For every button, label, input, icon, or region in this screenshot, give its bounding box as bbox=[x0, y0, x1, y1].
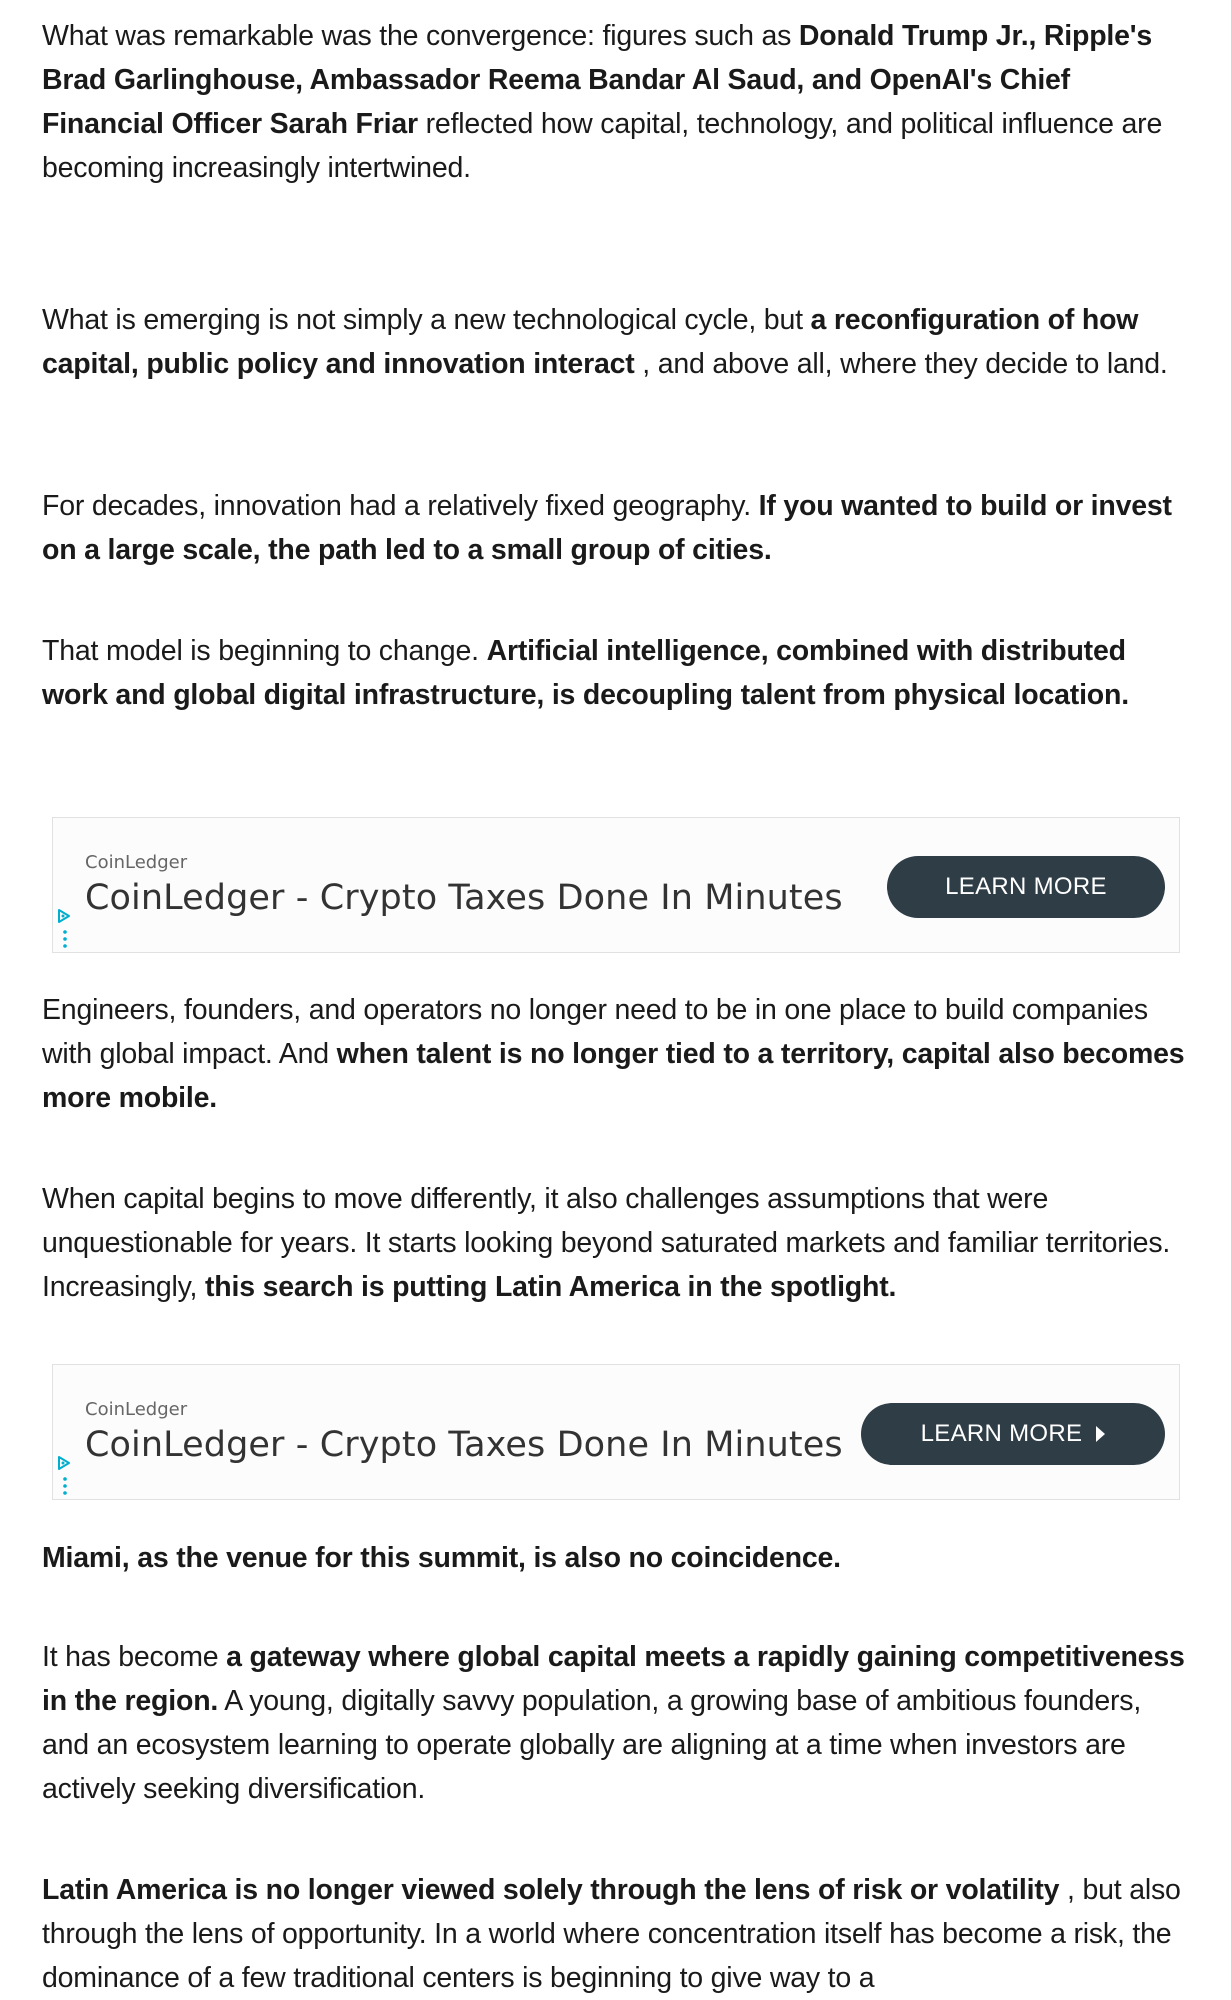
ad-headline-link[interactable]: CoinLedger - Crypto Taxes Done In Minutes bbox=[85, 1425, 843, 1465]
paragraph-bold-text: Miami, as the venue for this summit, is also no coincidence. bbox=[42, 1542, 841, 1574]
paragraph-capital-movement bbox=[42, 1177, 1192, 1309]
paragraph-text: reflected how capital, technology, and political influence are becoming increasingly intertwined. bbox=[42, 108, 1163, 184]
learn-more-label: LEARN MORE bbox=[920, 1420, 1083, 1447]
paragraph-model-change bbox=[42, 629, 1192, 717]
ad-banner[interactable] bbox=[52, 1364, 1180, 1500]
paragraph-latin-america bbox=[42, 1868, 1192, 2000]
paragraph-text: , and above all, where they decide to land. bbox=[634, 348, 1168, 380]
paragraph-miami-venue bbox=[42, 1536, 1192, 1580]
paragraph-text: What was remarkable was the convergence: figures such as bbox=[42, 20, 799, 52]
paragraph-bold-text: Artificial intelligence, combined with distributed work and global digital infrastructure, is decoupling talent from physical location. bbox=[42, 635, 1129, 711]
paragraph-reconfiguration bbox=[42, 298, 1192, 386]
paragraph-bold-text: when talent is no longer tied to a territory, capital also becomes more mobile. bbox=[42, 1038, 1185, 1114]
learn-more-label: LEARN MORE bbox=[945, 873, 1107, 900]
adchoices-icon[interactable] bbox=[56, 1455, 72, 1471]
paragraph-geography bbox=[42, 484, 1192, 572]
paragraph-text: For decades, innovation had a relatively fixed geography. bbox=[42, 490, 759, 522]
paragraph-bold-text: a reconfiguration of how capital, public policy and innovation interact bbox=[42, 304, 1139, 380]
paragraph-text: When capital begins to move differently, it also challenges assumptions that were unquestionable for years. It starts looking beyond saturated markets and familiar territories. Increasingly, bbox=[42, 1183, 1171, 1303]
paragraph-text: Engineers, founders, and operators no longer need to be in one place to build companies with global impact. And bbox=[42, 994, 1148, 1070]
ad-headline-link[interactable]: CoinLedger - Crypto Taxes Done In Minutes bbox=[85, 878, 843, 918]
paragraph-text: It has become bbox=[42, 1641, 227, 1673]
learn-more-button[interactable] bbox=[887, 856, 1165, 918]
ad-banner[interactable] bbox=[52, 817, 1180, 953]
ad-options-menu-icon[interactable] bbox=[63, 1477, 67, 1495]
paragraph-gateway bbox=[42, 1635, 1192, 1811]
paragraph-text: That model is beginning to change. bbox=[42, 635, 487, 667]
paragraph-distributed-talent bbox=[42, 988, 1192, 1120]
paragraph-text: , but also through the lens of opportunity. In a world where concentration itself has become a risk, the dominance of a few traditional centers is beginning to give way to a bbox=[42, 1874, 1181, 1994]
learn-more-button[interactable] bbox=[861, 1403, 1165, 1465]
paragraph-bold-text: If you wanted to build or invest on a large scale, the path led to a small group of cities. bbox=[42, 490, 1172, 566]
ad-options-menu-icon[interactable] bbox=[63, 930, 67, 948]
paragraph-text: A young, digitally savvy population, a growing base of ambitious founders, and an ecosystem learning to operate globally are aligning at a time when investors are actively seeking diversification. bbox=[42, 1685, 1142, 1805]
paragraph-bold-text: this search is putting Latin America in the spotlight. bbox=[205, 1271, 897, 1303]
ad-sponsor-label: CoinLedger bbox=[85, 1399, 188, 1420]
ad-sponsor-label: CoinLedger bbox=[85, 852, 188, 873]
paragraph-bold-text: a gateway where global capital meets a rapidly gaining competitiveness in the region. bbox=[42, 1641, 1185, 1717]
paragraph-bold-text: Latin America is no longer viewed solely through the lens of risk or volatility bbox=[42, 1874, 1060, 1906]
paragraph-bold-text: Donald Trump Jr., Ripple's Brad Garlinghouse, Ambassador Reema Bandar Al Saud, and OpenAI's Chief Financial Officer Sarah Friar bbox=[42, 20, 1153, 140]
paragraph-convergence bbox=[42, 14, 1192, 190]
paragraph-text: What is emerging is not simply a new technological cycle, but bbox=[42, 304, 811, 336]
adchoices-icon[interactable] bbox=[56, 908, 72, 924]
play-arrow-icon bbox=[1096, 1426, 1105, 1442]
